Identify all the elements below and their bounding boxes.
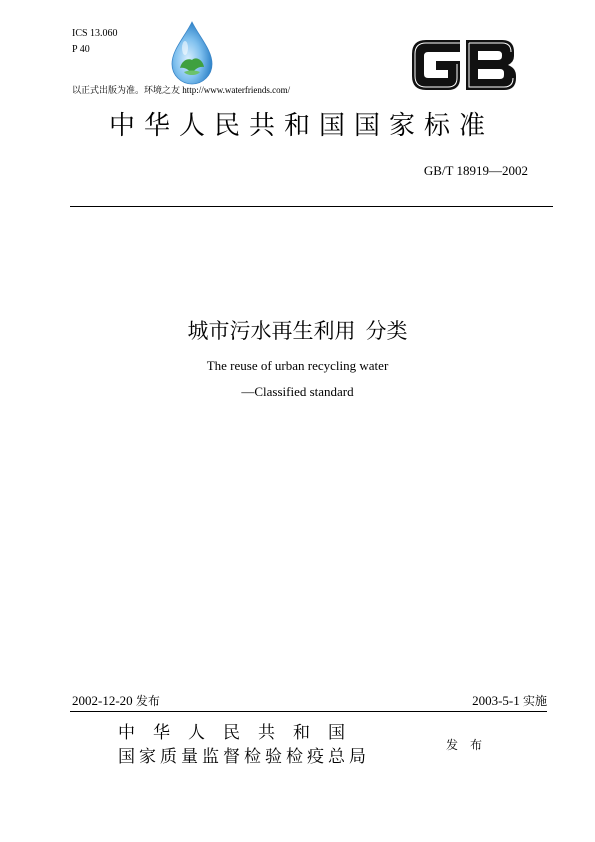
issue-date [72, 693, 160, 709]
document-title-cn [0, 317, 595, 345]
gb-logo [408, 34, 520, 96]
implementation-date-label: 实施 [522, 694, 547, 708]
footer-divider [70, 711, 547, 712]
issuer-line1: 中华人民共和国 [118, 723, 363, 743]
header-divider [70, 206, 553, 207]
ccs-code: P 40 [72, 44, 90, 55]
water-drop-icon [170, 20, 214, 86]
implementation-date-value: 2003-5-1 [472, 693, 520, 708]
standard-number: GB/T 18919—2002 [423, 163, 528, 178]
issue-word: 发布 [446, 738, 495, 752]
source-notice: 以正式出版为准。环境之友 http://www.waterfriends.com/ [72, 85, 291, 95]
document-title-en-line1: The reuse of urban recycling water [206, 358, 389, 373]
issue-date-label: 发布 [135, 694, 160, 708]
implementation-date [472, 693, 547, 709]
issue-date-value: 2002-12-20 [72, 693, 133, 708]
ics-code: ICS 13.060 [72, 28, 118, 39]
standard-name-cn: 中华人民共和国国家标准 [108, 111, 494, 141]
issuer-line2: 国家质量监督检验检疫总局 [118, 747, 370, 767]
title-cn-main: 城市污水再生利用 [187, 319, 356, 343]
document-title-en-line2: —Classified standard [241, 384, 354, 399]
title-cn-sub: 分类 [365, 319, 408, 343]
